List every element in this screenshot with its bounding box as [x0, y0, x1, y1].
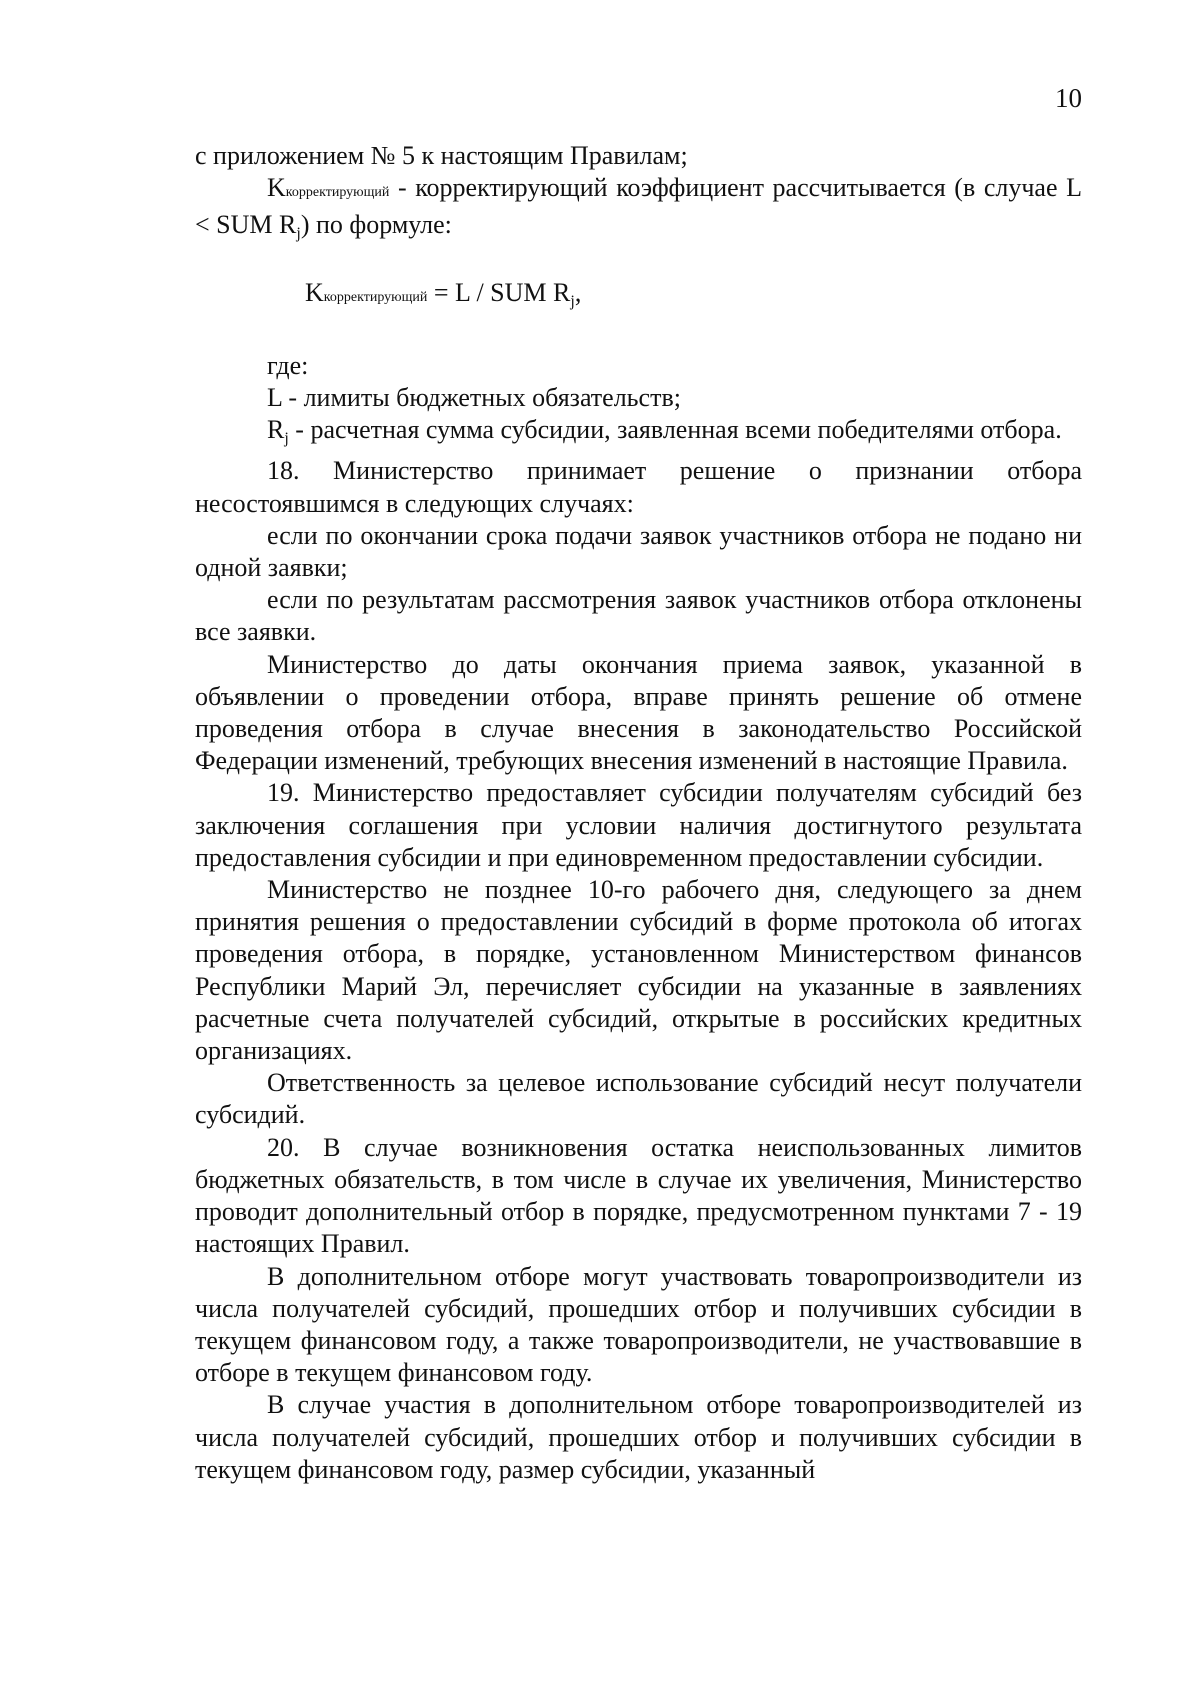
paragraph-appendix-ref: с приложением № 5 к настоящим Правилам;: [195, 141, 688, 170]
paragraph-rj-definition: [195, 414, 1082, 455]
paragraph-20-participants: В дополнительном отборе могут участвовать товаропроизводители из числа получателей субсидий, прошедших отбор и получивших субсидии в текущем финансовом году, а также товаропроизводители, не участвовавшие в отборе в текущем финансовом году.: [195, 1261, 1082, 1388]
rj-symbol: R: [267, 415, 285, 445]
formula-text-b: ,: [574, 277, 582, 307]
rj-definition-text: - расчетная сумма субсидии, заявленная всеми победителями отбора.: [288, 415, 1062, 445]
document-body: [195, 140, 1082, 1486]
formula-j-subscript: j: [570, 292, 575, 310]
paragraph-l-definition: L - лимиты бюджетных обязательств;: [267, 383, 681, 413]
paragraph-18: 18. Министерство принимает решение о признании отбора несостоявшимся в следующих случаях:: [195, 456, 1082, 518]
formula: [195, 277, 1082, 318]
paragraph-coefficient-definition: [195, 172, 1082, 250]
paragraph-18-case-2: если по результатам рассмотрения заявок участников отбора отклонены все заявки.: [195, 585, 1082, 647]
rj-subscript: j: [296, 225, 301, 243]
formula-text-a: = L / SUM R: [427, 277, 571, 307]
paragraph-19-responsibility: Ответственность за целевое использование субсидий несут получатели субсидий.: [195, 1068, 1082, 1130]
coefficient-symbol: K: [267, 173, 286, 203]
coefficient-text-a: - корректирующий коэффициент рассчитывается (в случае L < SUM R: [195, 173, 1082, 240]
paragraph-19: 19. Министерство предоставляет субсидии получателям субсидий без заключения соглашения при условии наличия достигнутого результата предоставления субсидии и при единовременном предоставлении субсидии.: [195, 778, 1082, 872]
paragraph-19-transfer: Министерство не позднее 10-го рабочего дня, следующего за днем принятия решения о предоставлении субсидий в форме протокола об итогах проведения отбора, в порядке, установленном Министерством финансов Республики Марий Эл, перечисляет субсидии на указанные в заявлениях расчетные счета получателей субсидий, открытые в российских кредитных организациях.: [195, 875, 1082, 1066]
coefficient-subscript: корректирующий: [285, 185, 390, 201]
rj-definition-subscript: j: [284, 430, 289, 448]
formula-symbol: K: [305, 277, 324, 307]
page-number: 10: [1055, 83, 1082, 113]
paragraph-20: 20. В случае возникновения остатка неиспользованных лимитов бюджетных обязательств, в том числе в случае их увеличения, Министерство проводит дополнительный отбор в порядке, предусмотренном пунктами 7 - 19 настоящих Правил.: [195, 1132, 1082, 1259]
paragraph-where: где:: [267, 350, 309, 380]
paragraph-18-case-1: если по окончании срока подачи заявок участников отбора не подано ни одной заявки;: [195, 520, 1082, 583]
paragraph-18-cancellation: Министерство до даты окончания приема заявок, указанной в объявлении о проведении отбора, вправе принять решение об отмене проведения отбора в случае внесения в законодательство Российской Федерации изменений, требующих внесения изменений в настоящие Правила.: [195, 649, 1082, 776]
coefficient-text-b: ) по формуле:: [300, 210, 452, 240]
formula-subscript: корректирующий: [323, 289, 428, 305]
paragraph-20-subsidy-size: В случае участия в дополнительном отборе товаропроизводителей из числа получателей субсидий, прошедших отбор и получивших субсидии в текущем финансовом году, размер субсидии, указанный: [195, 1390, 1082, 1484]
